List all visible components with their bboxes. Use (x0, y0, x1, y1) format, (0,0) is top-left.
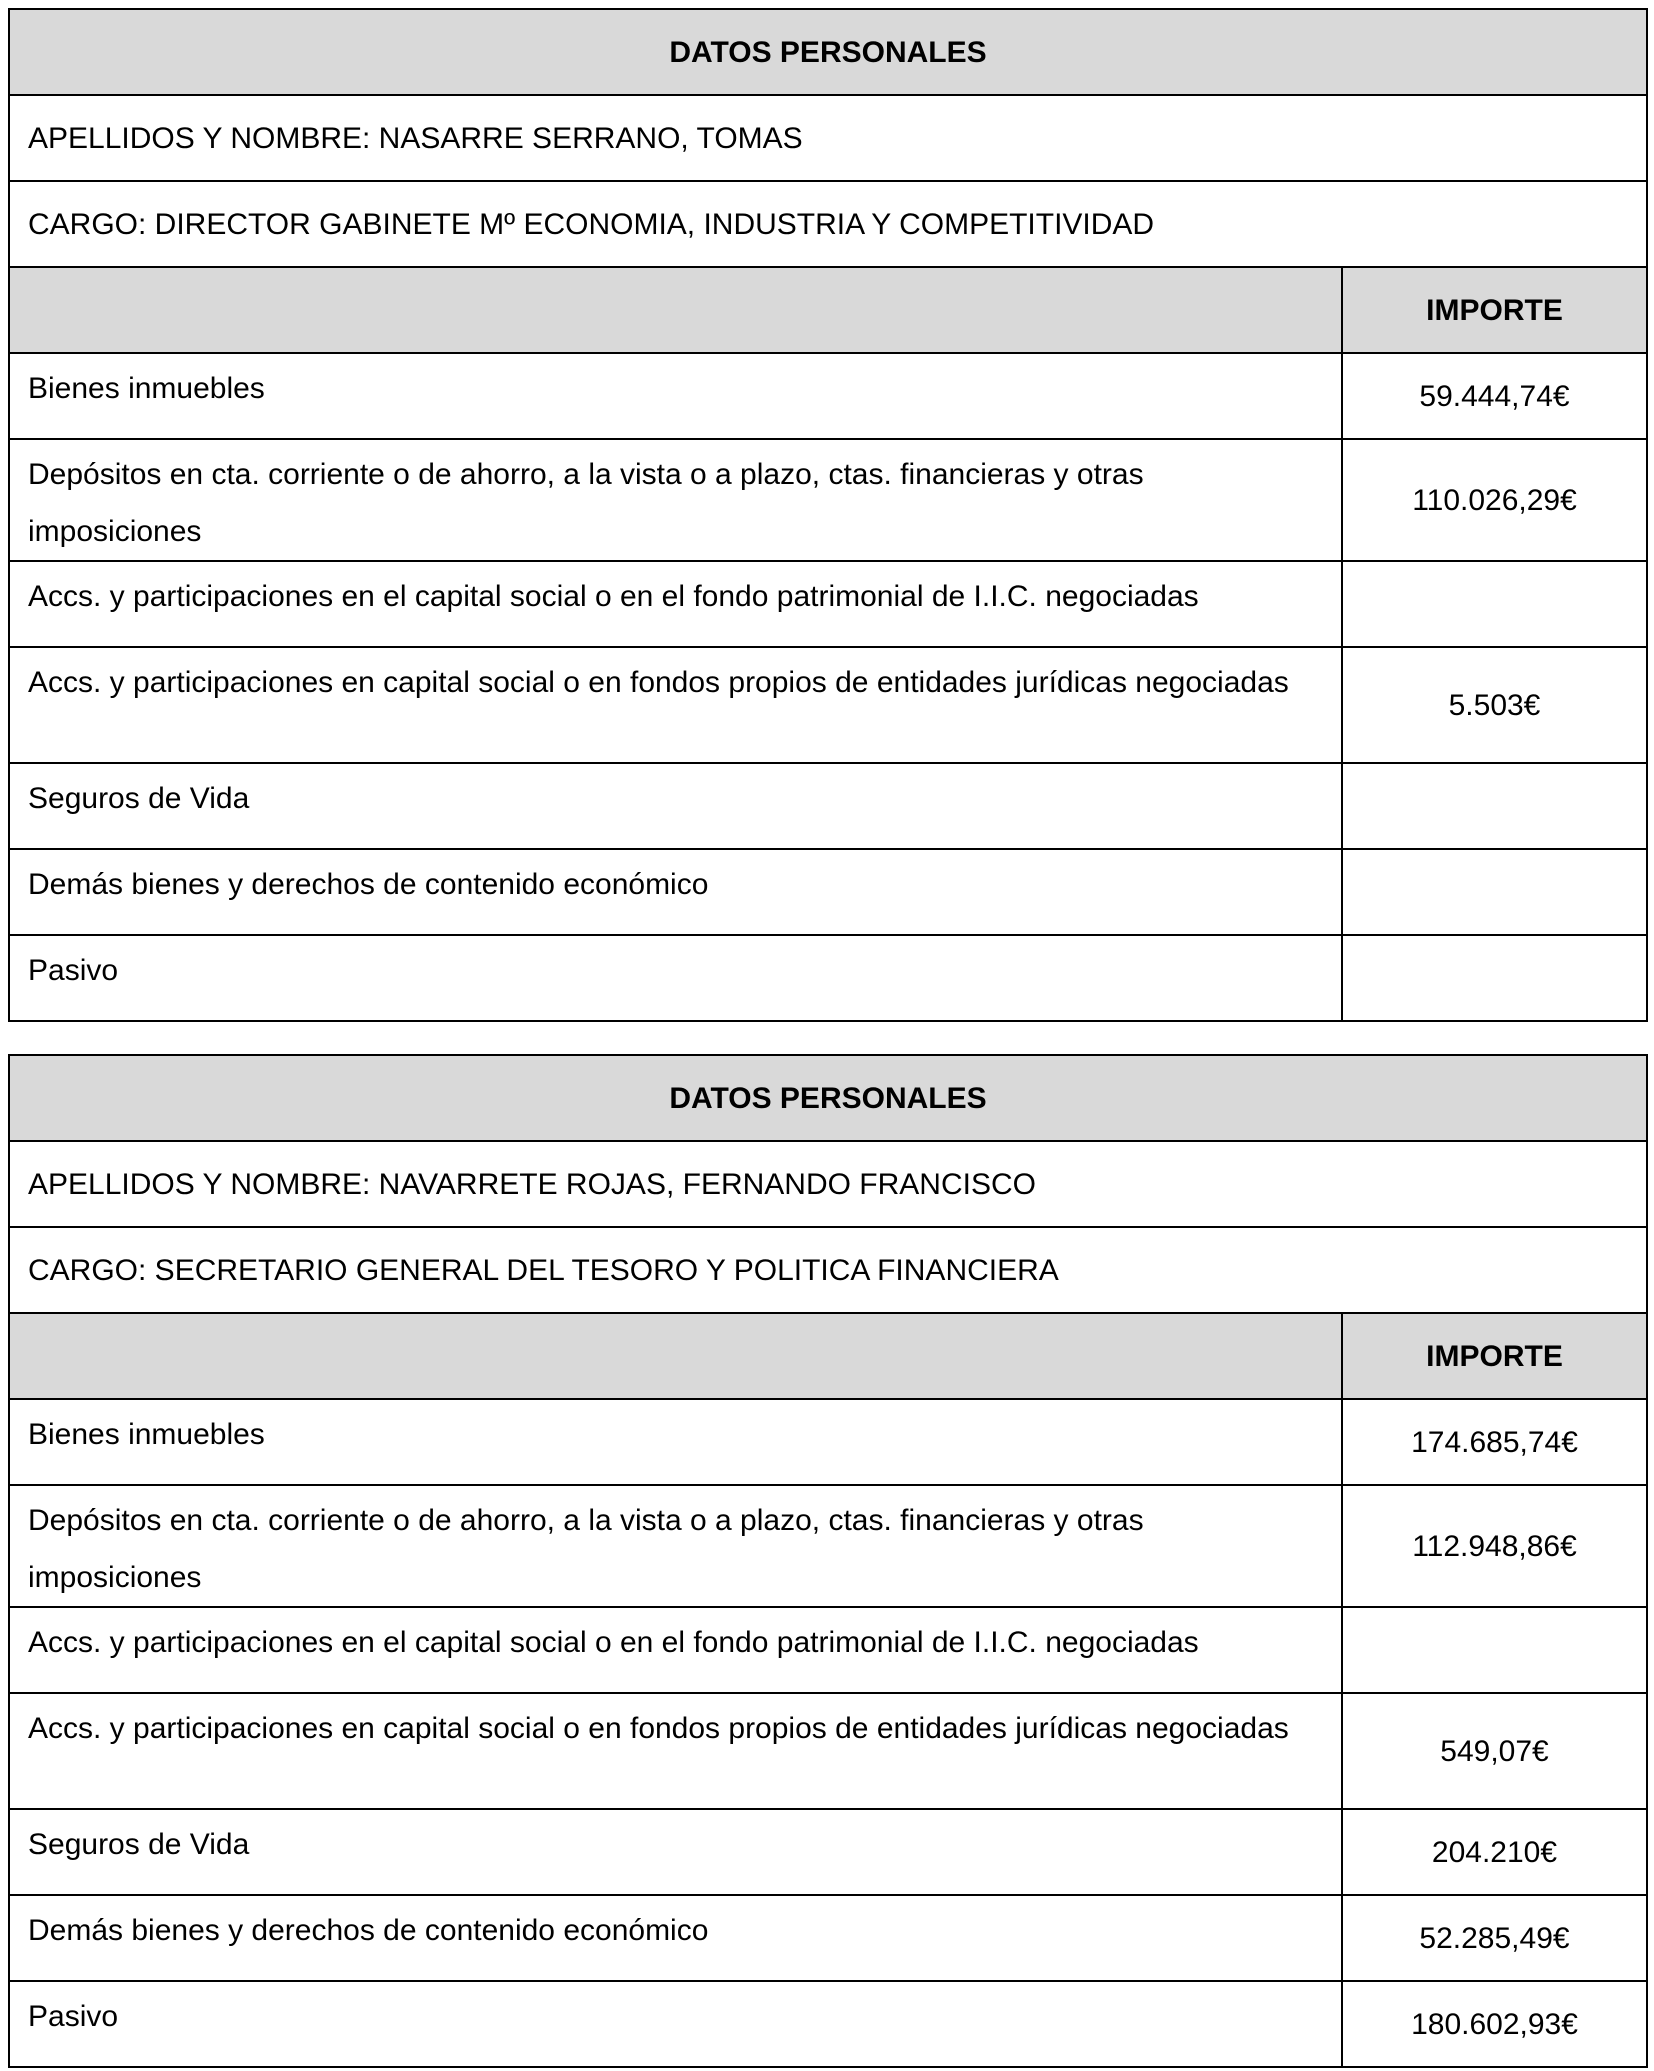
table-row (9, 647, 1647, 763)
item-label: Seguros de Vida (9, 1809, 1342, 1895)
item-amount: 204.210€ (1342, 1809, 1647, 1895)
position-line: CARGO: DIRECTOR GABINETE Mº ECONOMIA, INDUSTRIA Y COMPETITIVIDAD (9, 181, 1647, 267)
item-amount: 110.026,29€ (1342, 439, 1647, 561)
item-amount: 5.503€ (1342, 647, 1647, 763)
item-amount: 549,07€ (1342, 1693, 1647, 1809)
item-label: Seguros de Vida (9, 763, 1342, 849)
item-label: Accs. y participaciones en el capital social o en el fondo patrimonial de I.I.C. negociadas (9, 561, 1342, 647)
item-label: Depósitos en cta. corriente o de ahorro, a la vista o a plazo, ctas. financieras y otras imposiciones (9, 1485, 1342, 1607)
name-line: APELLIDOS Y NOMBRE: NASARRE SERRANO, TOMAS (9, 95, 1647, 181)
items-column-header (9, 1313, 1342, 1399)
table-row (9, 763, 1647, 849)
item-label: Bienes inmuebles (9, 1399, 1342, 1485)
declaration-table-1 (8, 8, 1648, 1022)
item-label: Accs. y participaciones en capital social o en fondos propios de entidades jurídicas negociadas (9, 647, 1342, 763)
name-line: APELLIDOS Y NOMBRE: NAVARRETE ROJAS, FERNANDO FRANCISCO (9, 1141, 1647, 1227)
table-row (9, 1485, 1647, 1607)
item-label: Accs. y participaciones en capital social o en fondos propios de entidades jurídicas negociadas (9, 1693, 1342, 1809)
item-amount (1342, 1607, 1647, 1693)
table-row (9, 1981, 1647, 2067)
table-row (9, 1693, 1647, 1809)
table-row (9, 439, 1647, 561)
item-label: Pasivo (9, 935, 1342, 1021)
section-title: DATOS PERSONALES (9, 1055, 1647, 1141)
item-label: Accs. y participaciones en el capital social o en el fondo patrimonial de I.I.C. negociadas (9, 1607, 1342, 1693)
declaration-table-2 (8, 1054, 1648, 2068)
table-row (9, 1895, 1647, 1981)
item-label: Bienes inmuebles (9, 353, 1342, 439)
table-row (9, 1399, 1647, 1485)
item-amount: 52.285,49€ (1342, 1895, 1647, 1981)
item-label: Demás bienes y derechos de contenido económico (9, 1895, 1342, 1981)
amount-column-header: IMPORTE (1342, 267, 1647, 353)
table-row (9, 353, 1647, 439)
item-amount: 59.444,74€ (1342, 353, 1647, 439)
item-amount (1342, 561, 1647, 647)
table-row (9, 561, 1647, 647)
position-line: CARGO: SECRETARIO GENERAL DEL TESORO Y POLITICA FINANCIERA (9, 1227, 1647, 1313)
item-amount (1342, 935, 1647, 1021)
table-row (9, 849, 1647, 935)
table-row (9, 935, 1647, 1021)
item-label: Depósitos en cta. corriente o de ahorro, a la vista o a plazo, ctas. financieras y otras imposiciones (9, 439, 1342, 561)
items-column-header (9, 267, 1342, 353)
table-row (9, 1809, 1647, 1895)
item-amount: 112.948,86€ (1342, 1485, 1647, 1607)
item-amount (1342, 849, 1647, 935)
item-amount: 174.685,74€ (1342, 1399, 1647, 1485)
amount-column-header: IMPORTE (1342, 1313, 1647, 1399)
section-title: DATOS PERSONALES (9, 9, 1647, 95)
item-label: Pasivo (9, 1981, 1342, 2067)
item-label: Demás bienes y derechos de contenido económico (9, 849, 1342, 935)
item-amount (1342, 763, 1647, 849)
table-row (9, 1607, 1647, 1693)
item-amount: 180.602,93€ (1342, 1981, 1647, 2067)
